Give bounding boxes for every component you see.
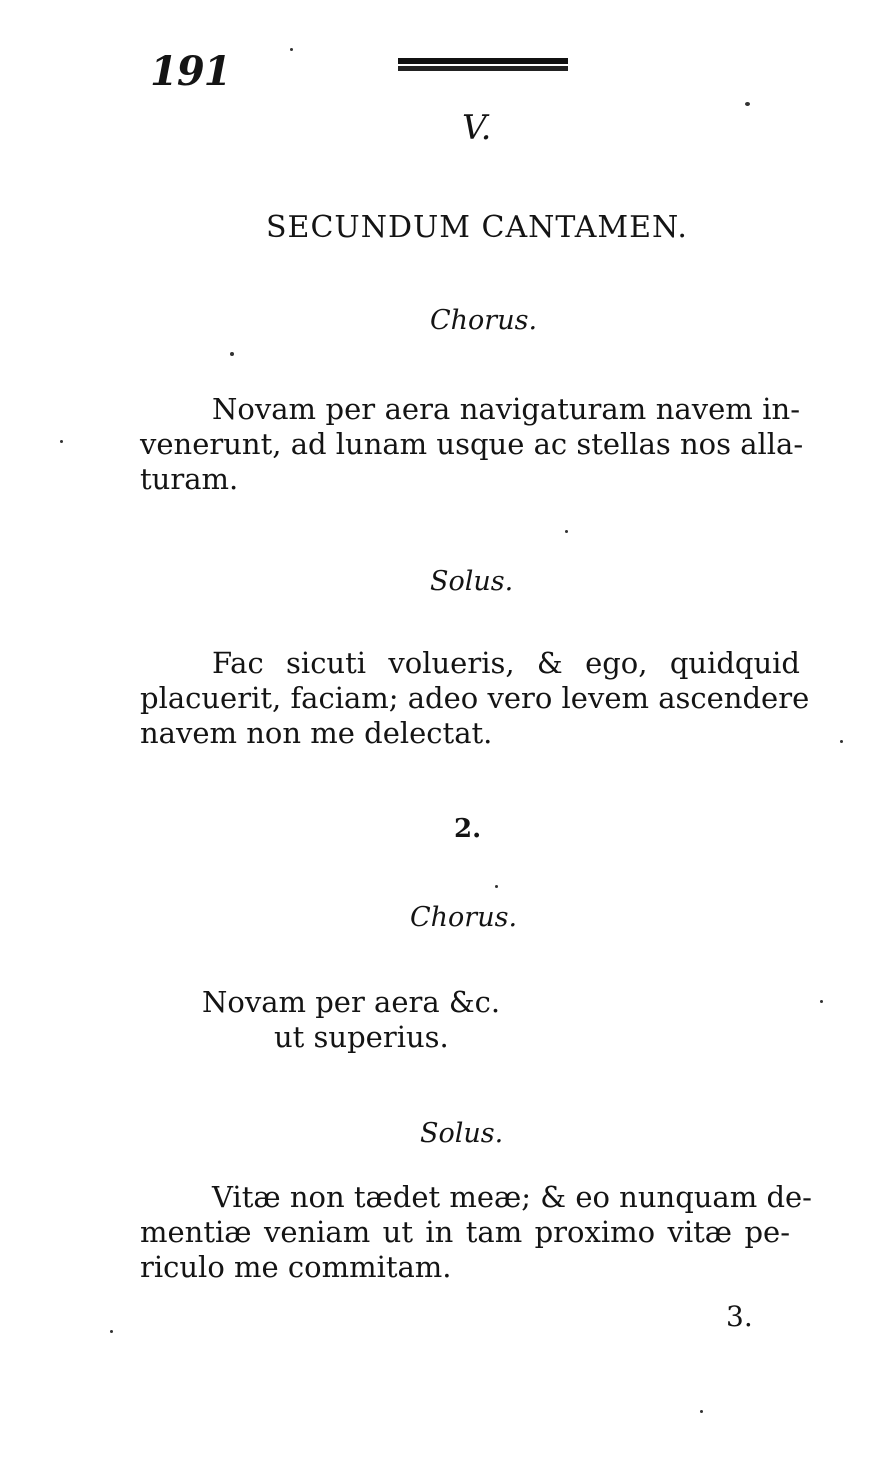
scan-speck: [495, 885, 498, 888]
scan-speck: [840, 740, 843, 743]
paragraph-line: Novam per aera &c.: [202, 985, 501, 1019]
paragraph-line: Novam per aera navigaturam navem in-: [212, 392, 800, 426]
paragraph-line: ut superius.: [274, 1020, 449, 1054]
scan-speck: [745, 102, 750, 106]
scan-speck: [110, 1330, 113, 1333]
paragraph-line: placuerit, faciam; adeo vero levem ascendere: [140, 681, 810, 715]
scan-speck: [565, 530, 568, 533]
paragraph-line: Fac sicuti volueris, & ego, quidquid: [212, 646, 800, 680]
paragraph-line: Vitæ non tædet meæ; & eo nunquam de-: [212, 1180, 812, 1214]
subsection-number: 2.: [454, 814, 482, 844]
header-rule: [398, 58, 568, 72]
header-rule-bottom: [398, 66, 568, 71]
paragraph-line: navem non me delectat.: [140, 716, 493, 750]
paragraph-line: turam.: [140, 462, 239, 496]
paragraph-line: venerunt, ad lunam usque ac stellas nos alla-: [140, 427, 804, 461]
speaker-label-solus-2: Solus.: [420, 1118, 504, 1149]
paragraph-line: riculo me commitam.: [140, 1250, 452, 1284]
paragraph-line: mentiæ veniam ut in tam proximo vitæ pe-: [140, 1215, 790, 1249]
scan-speck: [820, 1000, 823, 1003]
header-rule-top: [398, 58, 568, 64]
section-numeral: V.: [462, 108, 492, 148]
catchword: 3.: [726, 1300, 753, 1333]
speaker-label-solus-1: Solus.: [430, 566, 514, 597]
paragraph-chorus-1: [140, 392, 804, 497]
page-number: 191: [150, 48, 231, 95]
paragraph-chorus-2: [202, 985, 622, 1055]
paragraph-solus-1: [140, 646, 810, 751]
scan-speck: [700, 1410, 703, 1413]
speaker-label-chorus-1: Chorus.: [430, 305, 538, 336]
paragraph-solus-2: [140, 1180, 812, 1285]
scan-speck: [290, 48, 293, 51]
scan-speck: [60, 440, 63, 443]
section-heading: SECUNDUM CANTAMEN.: [266, 210, 688, 245]
scan-speck: [230, 352, 234, 356]
speaker-label-chorus-2: Chorus.: [410, 902, 518, 933]
